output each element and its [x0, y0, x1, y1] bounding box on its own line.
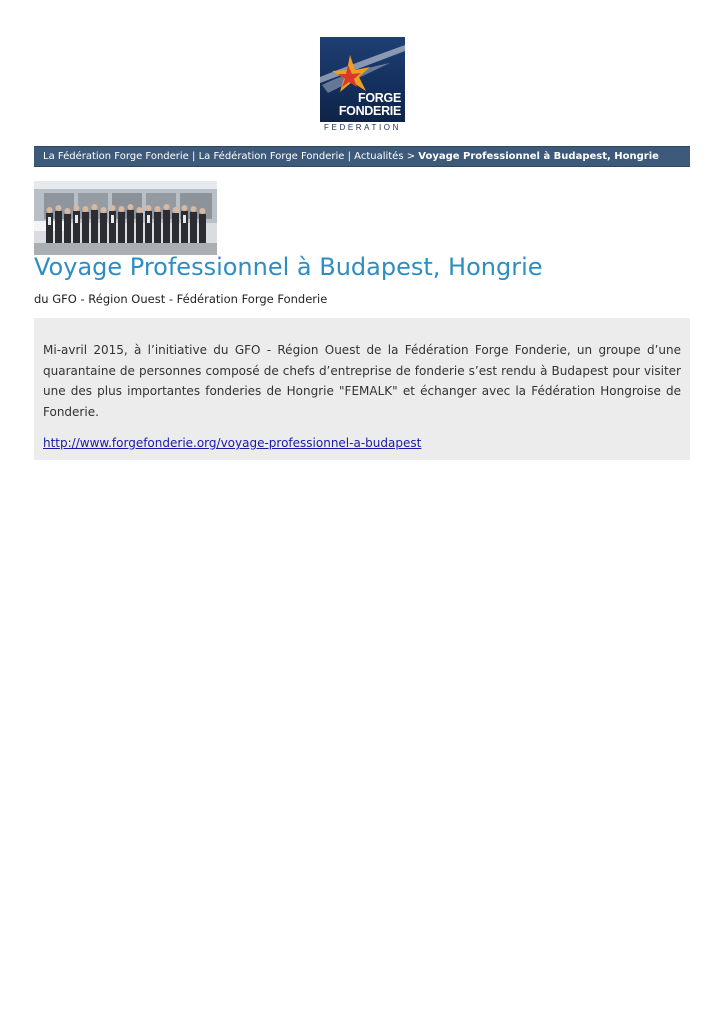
breadcrumb-link-federation[interactable]: La Fédération Forge Fonderie [43, 151, 189, 162]
breadcrumb-link-actualites[interactable]: Actualités [354, 151, 404, 162]
logo-text-fonderie: FONDERIE [338, 104, 401, 118]
logo-badge [320, 37, 405, 122]
breadcrumb-separator: | [188, 151, 199, 162]
article-byline: du GFO - Région Ouest - Fédération Forge Fonderie [34, 292, 328, 306]
logo-text-forge: FORGE [358, 91, 401, 105]
logo-text-federation: FEDERATION [324, 123, 401, 132]
group-photo-image [34, 181, 217, 255]
article-title: Voyage Professionnel à Budapest, Hongrie [34, 253, 543, 281]
group-photo [34, 181, 217, 255]
federation-logo [320, 37, 405, 133]
breadcrumb [34, 146, 690, 167]
article-link[interactable]: http://www.forgefonderie.org/voyage-professionnel-a-budapest [43, 436, 422, 450]
article-content-box [34, 318, 690, 460]
breadcrumb-link-federation-2[interactable]: La Fédération Forge Fonderie [198, 151, 345, 162]
breadcrumb-arrow: > [403, 151, 419, 162]
article-body: Mi-avril 2015, à l’initiative du GFO - Région Ouest de la Fédération Forge Fonderie, un groupe d’une quarantaine de personnes composé de chefs d’entreprise de fonderie s’est rendu à Budapest pour visiter une des plus importantes fonderies de Hongrie "FEMALK" et échanger avec la Fédération Hongroise de Fonderie. [43, 343, 681, 419]
breadcrumb-current: Voyage Professionnel à Budapest, Hongrie [418, 151, 659, 162]
breadcrumb-separator: | [344, 151, 355, 162]
